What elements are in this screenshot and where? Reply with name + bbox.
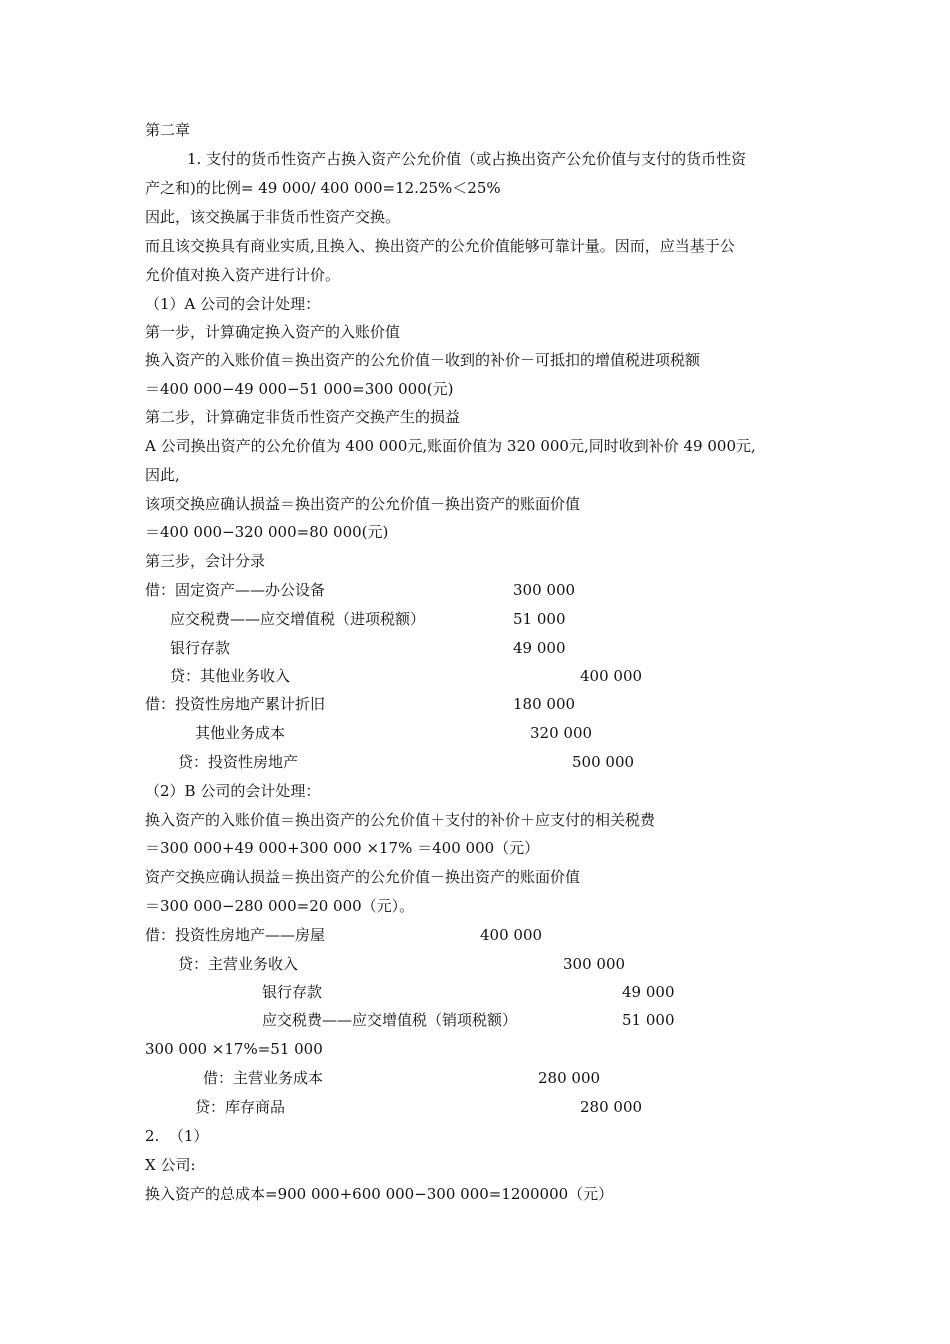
entry-label: 应交税费——应交增值税（进项税额） [170, 610, 426, 628]
part-a-step3: 第三步，会计分录 [145, 552, 266, 570]
entry-label: 银行存款 [262, 983, 323, 1001]
entry-amount: 320 000 [530, 724, 593, 742]
entry-amount: 280 000 [538, 1069, 601, 1087]
entry-label: 贷：投资性房地产 [178, 753, 299, 771]
part-a-desc-line2: 因此, [145, 466, 180, 484]
part-a-heading: （1）A 公司的会计处理： [145, 295, 321, 313]
entry-label: 借：投资性房地产累计折旧 [145, 695, 326, 713]
entry-label: 贷：其他业务收入 [170, 667, 291, 685]
part-a-formula1: 换入资产的入账价值＝换出资产的公允价值－收到的补价－可抵扣的增值税进项税额 [145, 351, 701, 369]
part-a-calc2: ＝400 000−320 000=80 000(元) [145, 523, 389, 541]
chapter-title: 第二章 [145, 121, 191, 139]
part-b-formula2: 资产交换应确认损益＝换出资产的公允价值－换出资产的账面价值 [145, 868, 581, 886]
q2-total-cost: 换入资产的总成本=900 000+600 000−300 000=1200000（元） [145, 1185, 614, 1203]
part-a-desc-line1: A 公司换出资产的公允价值为 400 000元,账面价值为 320 000元,同时收到补价 49 000元, [145, 437, 756, 455]
entry-label: 贷：库存商品 [195, 1098, 286, 1116]
entry-amount: 51 000 [622, 1011, 675, 1029]
entry-amount: 300 000 [563, 955, 626, 973]
entry-label: 借：主营业务成本 [203, 1069, 324, 1087]
q2-company: X 公司: [145, 1156, 196, 1174]
entry-amount: 400 000 [480, 926, 543, 944]
q1-para1-line1: 1. 支付的货币性资产占换入资产公允价值（或占换出资产公允价值与支付的货币性资 [187, 150, 747, 168]
entry-amount: 51 000 [513, 610, 566, 628]
q1-conclusion: 因此，该交换属于非货币性资产交换。 [145, 208, 401, 226]
q1-para2-line1: 而且该交换具有商业实质,且换入、换出资产的公允价值能够可靠计量。因而，应当基于公 [145, 237, 735, 255]
part-a-formula2: 该项交换应确认损益＝换出资产的公允价值－换出资产的账面价值 [145, 495, 581, 513]
entry-amount: 400 000 [580, 667, 643, 685]
entry-amount: 49 000 [513, 639, 566, 657]
q2-heading: 2. （1） [145, 1127, 209, 1145]
entry-label: 借：投资性房地产——房屋 [145, 926, 326, 944]
q1-para2-line2: 允价值对换入资产进行计价。 [145, 266, 341, 284]
entry-amount: 49 000 [622, 983, 675, 1001]
entry-label: 借：固定资产——办公设备 [145, 581, 326, 599]
q1-para1-line2: 产之和)的比例= 49 000/ 400 000=12.25%＜25% [145, 179, 501, 197]
part-b-formula1: 换入资产的入账价值＝换出资产的公允价值＋支付的补价＋应支付的相关税费 [145, 811, 656, 829]
entry-amount: 500 000 [572, 753, 635, 771]
part-b-tax-calc: 300 000 ×17%=51 000 [145, 1040, 323, 1058]
entry-amount: 300 000 [513, 581, 576, 599]
entry-label: 其他业务成本 [195, 724, 286, 742]
part-a-step1: 第一步，计算确定换入资产的入账价值 [145, 323, 401, 341]
entry-label: 贷：主营业务收入 [178, 955, 299, 973]
entry-amount: 280 000 [580, 1098, 643, 1116]
part-a-step2: 第二步，计算确定非货币性资产交换产生的损益 [145, 408, 461, 426]
entry-label: 银行存款 [170, 639, 231, 657]
part-b-calc2: ＝300 000−280 000=20 000（元）。 [145, 897, 415, 915]
part-a-calc1: ＝400 000−49 000−51 000=300 000(元) [145, 380, 454, 398]
entry-amount: 180 000 [513, 695, 576, 713]
entry-label: 应交税费——应交增值税（销项税额） [262, 1011, 518, 1029]
part-b-heading: （2）B 公司的会计处理： [145, 782, 321, 800]
part-b-calc1: ＝300 000+49 000+300 000 ×17% ＝400 000（元） [145, 839, 540, 857]
